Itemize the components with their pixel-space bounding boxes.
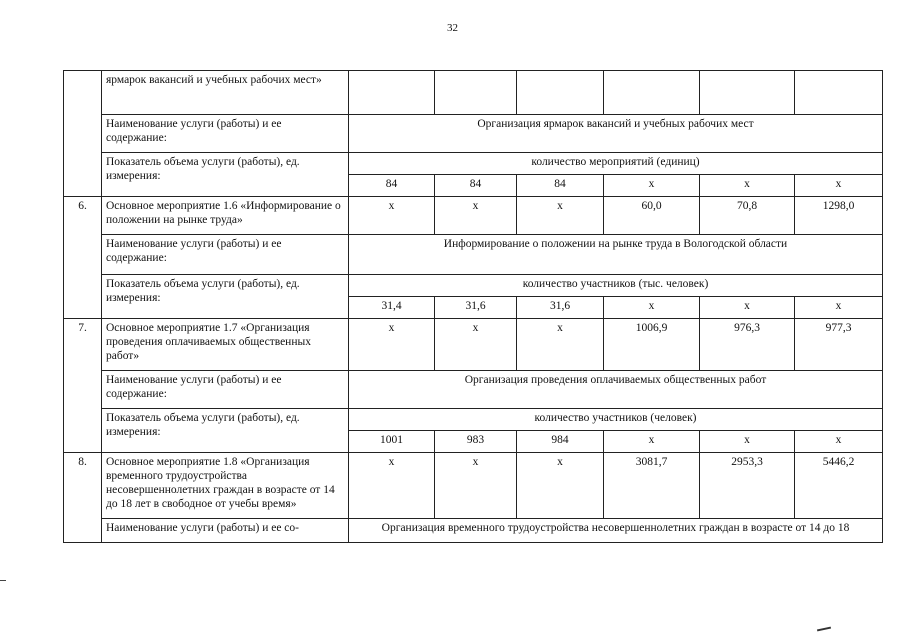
service-label: Наименование услуги (работы) и ее содержание: <box>102 235 349 275</box>
indicator-row <box>64 153 883 175</box>
value-cell <box>700 71 795 115</box>
activity-title: Основное мероприятие 1.7 «Организация проведения оплачиваемых общественных работ» <box>102 319 349 371</box>
value-cell: х <box>435 197 517 235</box>
value-cell: х <box>517 319 604 371</box>
value-cell: х <box>349 197 435 235</box>
value-cell: х <box>517 197 604 235</box>
service-label: Наименование услуги (работы) и ее содержание: <box>102 371 349 409</box>
value-cell: 2953,3 <box>700 453 795 519</box>
indicator-value: 31,4 <box>349 297 435 319</box>
activity-title: Основное мероприятие 1.8 «Организация временного трудоустройства несовершеннолетних граждан в возрасте от 14 до 18 лет в свободное от учебы время» <box>102 453 349 519</box>
indicator-description: количество участников (тыс. человек) <box>349 275 883 297</box>
service-description: Организация временного трудоустройства несовершеннолетних граждан в возрасте от 14 до 18 <box>349 519 883 543</box>
indicator-row <box>64 275 883 297</box>
indicator-value: х <box>604 431 700 453</box>
service-description: Организация ярмарок вакансий и учебных рабочих мест <box>349 115 883 153</box>
value-cell <box>517 71 604 115</box>
service-label: Наименование услуги (работы) и ее содержание: <box>102 115 349 153</box>
value-cell: 60,0 <box>604 197 700 235</box>
activity-row <box>64 197 883 235</box>
indicator-value: 84 <box>435 175 517 197</box>
service-row <box>64 115 883 153</box>
value-cell: 1298,0 <box>795 197 883 235</box>
indicator-value: х <box>795 431 883 453</box>
indicator-description: количество участников (человек) <box>349 409 883 431</box>
value-cell: х <box>435 319 517 371</box>
service-description: Организация проведения оплачиваемых общественных работ <box>349 371 883 409</box>
row-number: 8. <box>64 453 102 543</box>
activity-title: Основное мероприятие 1.6 «Информирование о положении на рынке труда» <box>102 197 349 235</box>
indicator-description: количество мероприятий (единиц) <box>349 153 883 175</box>
page-number: 32 <box>447 22 458 34</box>
indicator-value: х <box>700 431 795 453</box>
indicator-value: 984 <box>517 431 604 453</box>
value-cell: 1006,9 <box>604 319 700 371</box>
indicator-value: х <box>604 297 700 319</box>
activity-title: ярмарок вакансий и учебных рабочих мест» <box>102 71 349 115</box>
indicator-value: х <box>795 297 883 319</box>
scan-artifact <box>0 580 6 581</box>
row-number: 6. <box>64 197 102 319</box>
service-label: Наименование услуги (работы) и ее со- <box>102 519 349 543</box>
indicator-value: 1001 <box>349 431 435 453</box>
program-table <box>63 70 883 543</box>
indicator-value: 983 <box>435 431 517 453</box>
activity-row <box>64 319 883 371</box>
row-number: 7. <box>64 319 102 453</box>
indicator-value: х <box>700 297 795 319</box>
activity-row <box>64 453 883 519</box>
value-cell: 976,3 <box>700 319 795 371</box>
indicator-value: 84 <box>517 175 604 197</box>
indicator-row <box>64 409 883 431</box>
value-cell: 977,3 <box>795 319 883 371</box>
indicator-value: 84 <box>349 175 435 197</box>
indicator-label: Показатель объема услуги (работы), ед. измерения: <box>102 275 349 319</box>
value-cell: х <box>349 453 435 519</box>
indicator-value: х <box>604 175 700 197</box>
value-cell: 5446,2 <box>795 453 883 519</box>
value-cell: х <box>349 319 435 371</box>
value-cell: х <box>517 453 604 519</box>
value-cell: 3081,7 <box>604 453 700 519</box>
scan-artifact <box>817 627 831 632</box>
value-cell <box>349 71 435 115</box>
value-cell: 70,8 <box>700 197 795 235</box>
service-row <box>64 371 883 409</box>
indicator-value: х <box>700 175 795 197</box>
service-row <box>64 519 883 543</box>
row-number <box>64 71 102 197</box>
indicator-label: Показатель объема услуги (работы), ед. измерения: <box>102 153 349 197</box>
indicator-value: 31,6 <box>435 297 517 319</box>
indicator-value: 31,6 <box>517 297 604 319</box>
indicator-value: х <box>795 175 883 197</box>
value-cell: х <box>435 453 517 519</box>
service-row <box>64 235 883 275</box>
service-description: Информирование о положении на рынке труда в Вологодской области <box>349 235 883 275</box>
value-cell <box>795 71 883 115</box>
indicator-label: Показатель объема услуги (работы), ед. измерения: <box>102 409 349 453</box>
value-cell <box>604 71 700 115</box>
continuation-row <box>64 71 883 115</box>
value-cell <box>435 71 517 115</box>
